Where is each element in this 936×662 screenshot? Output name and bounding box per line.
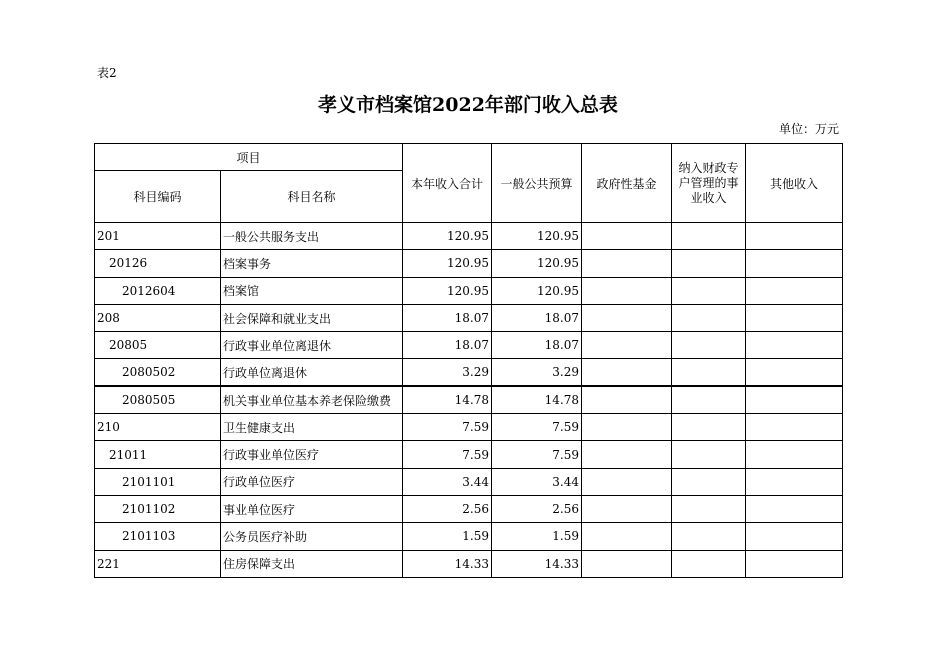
header-total: 本年收入合计: [403, 144, 492, 223]
cell-special-mgmt: [672, 550, 746, 577]
cell-gov-fund: [582, 332, 672, 359]
cell-name: 一般公共服务支出: [221, 223, 403, 250]
cell-code: 2080505: [95, 386, 221, 413]
cell-code: 2101102: [95, 495, 221, 522]
cell-name: 事业单位医疗: [221, 495, 403, 522]
header-other: 其他收入: [746, 144, 843, 223]
cell-name: 档案馆: [221, 277, 403, 304]
cell-code: 201: [95, 223, 221, 250]
table-row: [95, 523, 843, 550]
cell-total: 7.59: [403, 414, 492, 441]
cell-total: 120.95: [403, 250, 492, 277]
cell-code: 21011: [95, 441, 221, 468]
table-body: [95, 223, 843, 578]
cell-total: 14.33: [403, 550, 492, 577]
header-project: 项目: [95, 144, 403, 171]
table-row: [95, 359, 843, 386]
cell-name: 社会保障和就业支出: [221, 304, 403, 331]
cell-special-mgmt: [672, 495, 746, 522]
cell-special-mgmt: [672, 468, 746, 495]
table-row: [95, 468, 843, 495]
cell-other: [746, 550, 843, 577]
cell-total: 120.95: [403, 223, 492, 250]
cell-other: [746, 304, 843, 331]
header-gov-fund: 政府性基金: [582, 144, 672, 223]
cell-code: 210: [95, 414, 221, 441]
cell-other: [746, 250, 843, 277]
cell-other: [746, 223, 843, 250]
table-row: [95, 386, 843, 413]
cell-general-budget: 14.78: [492, 386, 582, 413]
cell-code: 2080502: [95, 359, 221, 386]
cell-other: [746, 468, 843, 495]
cell-total: 2.56: [403, 495, 492, 522]
cell-other: [746, 523, 843, 550]
cell-general-budget: 7.59: [492, 441, 582, 468]
table-row: [95, 304, 843, 331]
cell-gov-fund: [582, 468, 672, 495]
cell-general-budget: 120.95: [492, 223, 582, 250]
cell-total: 14.78: [403, 386, 492, 413]
header-special-mgmt: 纳入财政专户管理的事业收入: [672, 144, 746, 223]
cell-name: 行政事业单位医疗: [221, 441, 403, 468]
table-row: [95, 414, 843, 441]
cell-code: 2012604: [95, 277, 221, 304]
cell-name: 机关事业单位基本养老保险缴费: [221, 386, 403, 413]
cell-other: [746, 359, 843, 386]
cell-total: 18.07: [403, 332, 492, 359]
cell-total: 3.44: [403, 468, 492, 495]
cell-gov-fund: [582, 386, 672, 413]
cell-code: 20126: [95, 250, 221, 277]
table-row: [95, 277, 843, 304]
cell-other: [746, 495, 843, 522]
cell-special-mgmt: [672, 386, 746, 413]
cell-general-budget: 2.56: [492, 495, 582, 522]
cell-name: 档案事务: [221, 250, 403, 277]
cell-gov-fund: [582, 304, 672, 331]
cell-total: 3.29: [403, 359, 492, 386]
cell-other: [746, 332, 843, 359]
cell-other: [746, 386, 843, 413]
cell-gov-fund: [582, 250, 672, 277]
cell-special-mgmt: [672, 277, 746, 304]
cell-special-mgmt: [672, 332, 746, 359]
cell-special-mgmt: [672, 250, 746, 277]
cell-general-budget: 14.33: [492, 550, 582, 577]
cell-name: 公务员医疗补助: [221, 523, 403, 550]
cell-total: 120.95: [403, 277, 492, 304]
cell-other: [746, 277, 843, 304]
cell-code: 20805: [95, 332, 221, 359]
table-row: [95, 495, 843, 522]
header-name: 科目名称: [221, 171, 403, 223]
cell-other: [746, 414, 843, 441]
cell-name: 住房保障支出: [221, 550, 403, 577]
cell-code: 208: [95, 304, 221, 331]
cell-general-budget: 120.95: [492, 250, 582, 277]
cell-gov-fund: [582, 223, 672, 250]
cell-total: 7.59: [403, 441, 492, 468]
cell-special-mgmt: [672, 223, 746, 250]
table-row: [95, 223, 843, 250]
cell-total: 18.07: [403, 304, 492, 331]
cell-gov-fund: [582, 359, 672, 386]
cell-gov-fund: [582, 495, 672, 522]
cell-special-mgmt: [672, 304, 746, 331]
cell-special-mgmt: [672, 523, 746, 550]
unit-label: 单位：万元: [778, 122, 839, 136]
cell-special-mgmt: [672, 441, 746, 468]
cell-gov-fund: [582, 550, 672, 577]
cell-general-budget: 120.95: [492, 277, 582, 304]
cell-general-budget: 7.59: [492, 414, 582, 441]
cell-general-budget: 3.44: [492, 468, 582, 495]
income-table: [94, 143, 843, 578]
table-row: [95, 332, 843, 359]
page-title: 孝义市档案馆2022年部门收入总表: [318, 94, 618, 116]
cell-total: 1.59: [403, 523, 492, 550]
header-code: 科目编码: [95, 171, 221, 223]
table-row: [95, 550, 843, 577]
cell-code: 2101101: [95, 468, 221, 495]
cell-general-budget: 1.59: [492, 523, 582, 550]
table-label: 表2: [97, 66, 117, 80]
cell-special-mgmt: [672, 414, 746, 441]
cell-other: [746, 441, 843, 468]
cell-code: 221: [95, 550, 221, 577]
cell-gov-fund: [582, 441, 672, 468]
cell-gov-fund: [582, 414, 672, 441]
header-general-budget: 一般公共预算: [492, 144, 582, 223]
cell-name: 卫生健康支出: [221, 414, 403, 441]
cell-special-mgmt: [672, 359, 746, 386]
table-row: [95, 441, 843, 468]
cell-name: 行政事业单位离退休: [221, 332, 403, 359]
cell-general-budget: 18.07: [492, 304, 582, 331]
cell-gov-fund: [582, 277, 672, 304]
cell-name: 行政单位离退休: [221, 359, 403, 386]
cell-general-budget: 18.07: [492, 332, 582, 359]
cell-code: 2101103: [95, 523, 221, 550]
cell-gov-fund: [582, 523, 672, 550]
cell-general-budget: 3.29: [492, 359, 582, 386]
table-row: [95, 250, 843, 277]
cell-name: 行政单位医疗: [221, 468, 403, 495]
